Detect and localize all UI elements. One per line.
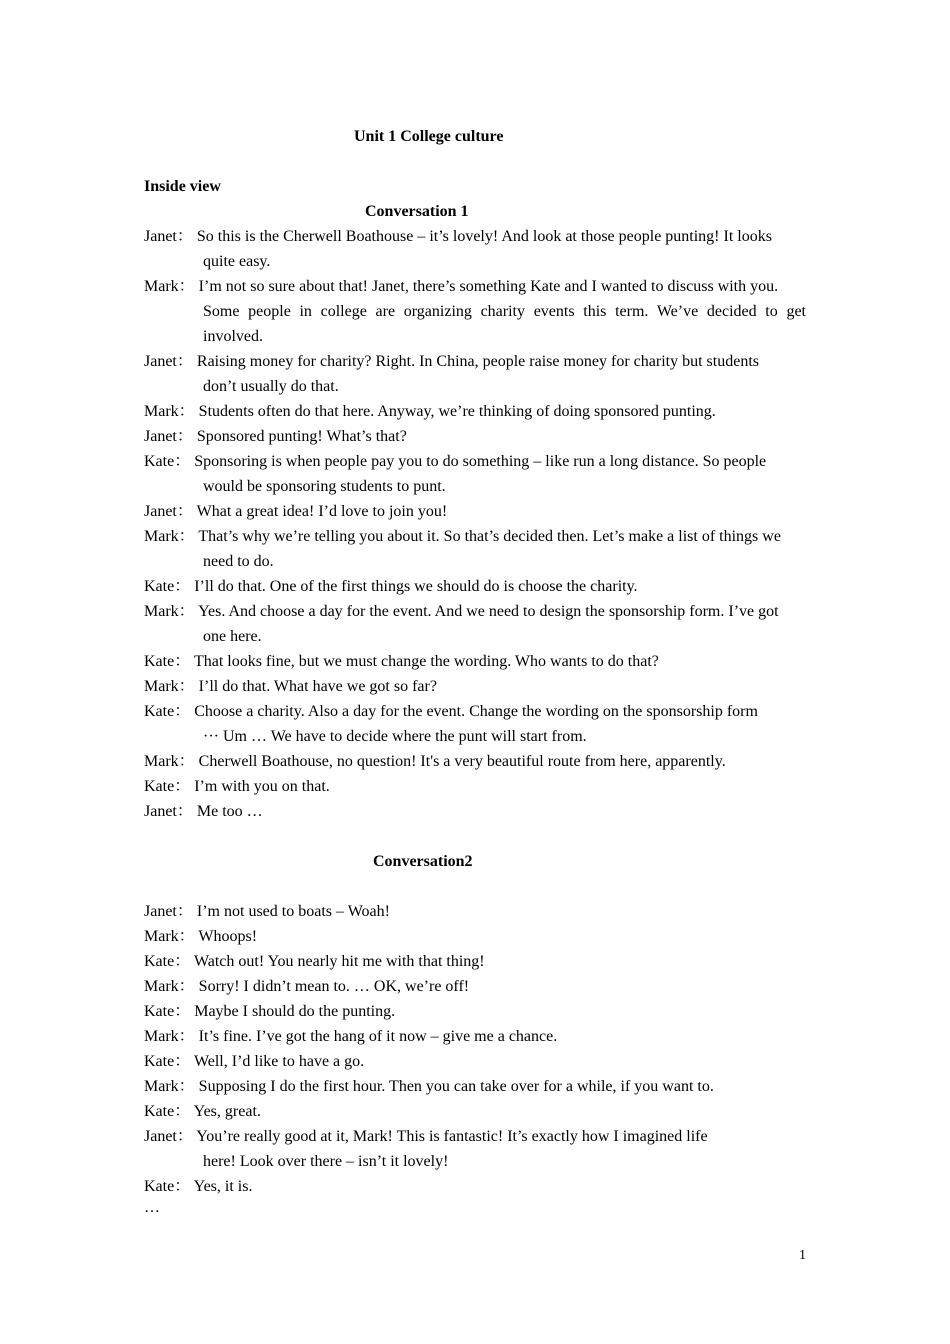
dialogue-continuation: one here.	[203, 628, 262, 645]
dialogue-line	[144, 274, 806, 299]
dialogue-text: Sponsoring is when people pay you to do something – like run a long distance. So people	[194, 453, 767, 470]
dialogue-line	[144, 799, 806, 824]
dialogue-line	[144, 399, 806, 424]
dialogue-line	[144, 924, 806, 949]
dialogue-text: Choose a charity. Also a day for the event. Change the wording on the sponsorship form	[194, 703, 758, 720]
dialogue-line	[144, 899, 806, 924]
dialogue-continuation: ··· Um … We have to decide where the punt will start from.	[203, 728, 587, 745]
dialogue-text: Students often do that here. Anyway, we’re thinking of doing sponsored punting.	[198, 403, 716, 420]
dialogue-line	[144, 749, 806, 774]
speaker-name: Kate：	[144, 578, 191, 595]
dialogue-line	[144, 774, 806, 799]
speaker-name: Janet：	[144, 803, 193, 820]
speaker-name: Mark：	[144, 928, 195, 945]
speaker-name: Janet：	[144, 228, 193, 245]
dialogue-line	[144, 224, 806, 249]
dialogue-text: Whoops!	[198, 928, 258, 945]
speaker-name: Mark：	[144, 403, 195, 420]
dialogue-line	[144, 649, 806, 674]
dialogue-line	[144, 524, 806, 549]
speaker-name: Janet：	[144, 503, 193, 520]
dialogue-text: Cherwell Boathouse, no question! It's a very beautiful route from here, apparently.	[198, 753, 726, 770]
speaker-name: Mark：	[144, 978, 195, 995]
dialogue-text: I’m with you on that.	[194, 778, 330, 795]
dialogue-text: Sponsored punting! What’s that?	[196, 428, 407, 445]
dialogue-text: I’m not so sure about that! Janet, there’s something Kate and I wanted to discuss with you.	[198, 278, 779, 295]
dialogue-line	[144, 1124, 806, 1149]
dialogue-line	[144, 949, 806, 974]
speaker-name: Kate：	[144, 1103, 191, 1120]
dialogue-text: I’ll do that. One of the first things we should do is choose the charity.	[194, 578, 638, 595]
dialogue-line	[144, 699, 806, 724]
speaker-name: Janet：	[144, 428, 193, 445]
speaker-name: Janet：	[144, 903, 193, 920]
dialogue-text: Yes, great.	[193, 1103, 261, 1120]
speaker-name: Mark：	[144, 1028, 195, 1045]
dialogue-continuation: need to do.	[203, 553, 274, 570]
speaker-name: Kate：	[144, 653, 191, 670]
dialogue-line	[144, 1074, 806, 1099]
dialogue-text: Supposing I do the first hour. Then you can take over for a while, if you want to.	[198, 1078, 714, 1095]
speaker-name: Kate：	[144, 453, 191, 470]
speaker-name: Kate：	[144, 778, 191, 795]
dialogue-text: I’ll do that. What have we got so far?	[198, 678, 437, 695]
section-heading: Inside view	[144, 178, 221, 195]
dialogue-text: Yes, it is.	[193, 1178, 253, 1195]
speaker-name: Mark：	[144, 753, 195, 770]
dialogue-line	[144, 1099, 806, 1124]
dialogue-text: Maybe I should do the punting.	[194, 1003, 396, 1020]
speaker-name: Janet：	[144, 1128, 193, 1145]
speaker-name: Mark：	[144, 603, 195, 620]
dialogue-line	[144, 424, 806, 449]
speaker-name: Janet：	[144, 353, 193, 370]
dialogue-continuation: would be sponsoring students to punt.	[203, 478, 446, 495]
dialogue-text: Raising money for charity? Right. In China, people raise money for charity but students	[196, 353, 759, 370]
page-number: 1	[799, 1248, 806, 1263]
dialogue-text: You’re really good at it, Mark! This is fantastic! It’s exactly how I imagined life	[196, 1128, 708, 1145]
dialogue-line	[144, 974, 806, 999]
dialogue-text: That’s why we’re telling you about it. So that’s decided then. Let’s make a list of things we	[198, 528, 781, 545]
dialogue-text: Me too …	[196, 803, 263, 820]
dialogue-continuation: here! Look over there – isn’t it lovely!	[203, 1153, 449, 1170]
dialogue-line	[144, 499, 806, 524]
dialogue-line	[144, 599, 806, 624]
page-title: Unit 1 College culture	[354, 128, 504, 145]
conversation-2-body	[144, 899, 806, 1199]
dialogue-text: So this is the Cherwell Boathouse – it’s lovely! And look at those people punting! It looks	[196, 228, 772, 245]
dialogue-text: I’m not used to boats – Woah!	[196, 903, 390, 920]
dialogue-line	[144, 1174, 806, 1199]
trailing-ellipsis: …	[144, 1199, 160, 1216]
dialogue-text: That looks fine, but we must change the wording. Who wants to do that?	[193, 653, 659, 670]
dialogue-line	[144, 999, 806, 1024]
speaker-name: Mark：	[144, 678, 195, 695]
dialogue-line	[144, 349, 806, 374]
speaker-name: Kate：	[144, 1178, 191, 1195]
speaker-name: Kate：	[144, 1003, 191, 1020]
conversation-1-heading: Conversation 1	[365, 203, 469, 220]
dialogue-continuation: quite easy.	[203, 253, 271, 270]
dialogue-text: Sorry! I didn’t mean to. … OK, we’re off!	[198, 978, 470, 995]
dialogue-continuation: don’t usually do that.	[203, 378, 339, 395]
dialogue-line	[144, 1024, 806, 1049]
dialogue-continuation: Some people in college are organizing charity events this term. We’ve decided to get involved.	[203, 303, 806, 345]
conversation-1-body	[144, 224, 806, 824]
dialogue-text: What a great idea! I’d love to join you!	[196, 503, 448, 520]
dialogue-text: It’s fine. I’ve got the hang of it now – give me a chance.	[198, 1028, 558, 1045]
dialogue-line	[144, 449, 806, 474]
speaker-name: Kate：	[144, 703, 191, 720]
dialogue-line	[144, 1049, 806, 1074]
document-page	[144, 124, 806, 1219]
conversation-2-heading: Conversation2	[373, 853, 473, 870]
dialogue-text: Yes. And choose a day for the event. And we need to design the sponsorship form. I’ve got	[198, 603, 779, 620]
speaker-name: Mark：	[144, 278, 195, 295]
speaker-name: Mark：	[144, 528, 195, 545]
dialogue-text: Watch out! You nearly hit me with that thing!	[193, 953, 485, 970]
speaker-name: Kate：	[144, 1053, 191, 1070]
speaker-name: Mark：	[144, 1078, 195, 1095]
dialogue-line	[144, 574, 806, 599]
dialogue-line	[144, 674, 806, 699]
dialogue-text: Well, I’d like to have a go.	[193, 1053, 365, 1070]
speaker-name: Kate：	[144, 953, 191, 970]
